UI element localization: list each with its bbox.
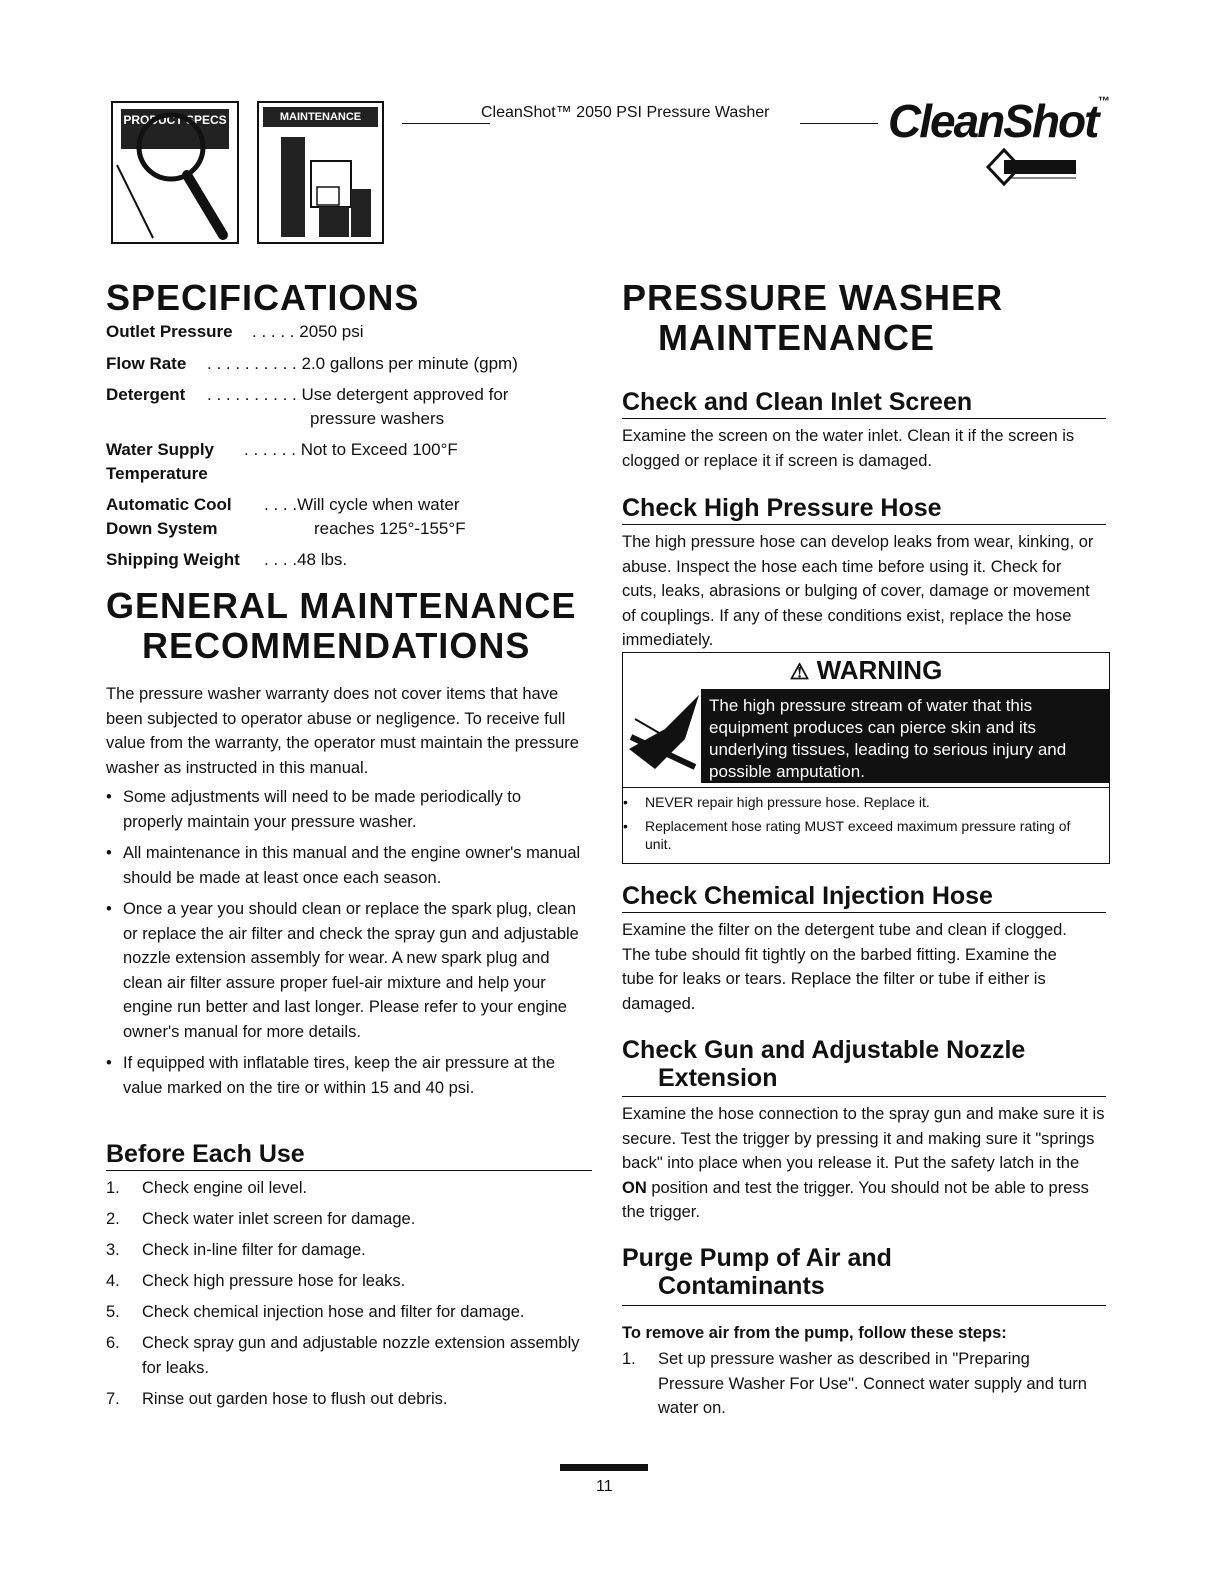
list-item: • Some adjustments will need to be made periodically to properly maintain your pressure washer. (106, 788, 522, 831)
pressure-washer-maintenance-heading: PRESSURE WASHER MAINTENANCE (622, 277, 1004, 358)
gun-nozzle-text: Examine the hose connection to the spray gun and make sure it is secure. Test the trigger by pressing it and making sure it "springs back" into place when you release it. Put the safety latch in the ON position and test the trigger. You should not be able to press the trigger. (622, 1105, 1105, 1221)
gun-nozzle-rule (622, 1096, 1106, 1097)
before-use-rule (106, 1170, 592, 1171)
product-specs-icon (111, 101, 239, 244)
header-rule-right (800, 123, 878, 124)
magnifier-icon (113, 103, 237, 242)
list-item: 3. Check in-line filter for damage. (106, 1241, 366, 1259)
before-use-list (106, 1176, 586, 1418)
warning-triangle-icon: ⚠ (789, 659, 810, 684)
list-item: 4. Check high pressure hose for leaks. (106, 1272, 406, 1290)
general-maintenance-heading: GENERAL MAINTENANCE RECOMMENDATIONS (106, 585, 577, 666)
inlet-screen-heading: Check and Clean Inlet Screen (622, 388, 973, 416)
brand-logo: CleanShot™ (888, 94, 1108, 147)
list-item: • Once a year you should clean or replace the spark plug, clean or replace the air filter and check the spray gun and adjustable nozzle extension assembly for wear. A new spark plug and clean air filter assure proper fuel-air mixture and help your engine run better and last longer. Please refer to your engine owner's manual for more details. (106, 900, 579, 1041)
maintenance-label: MAINTENANCE (263, 107, 378, 127)
warning-box (622, 652, 1110, 864)
list-item: • If equipped with inflatable tires, keep the air pressure at the value marked on the tire or within 15 and 40 psi. (106, 1054, 556, 1097)
gun-nozzle-heading: Check Gun and Adjustable Nozzle Extension (622, 1036, 1026, 1092)
header-title: CleanShot™ 2050 PSI Pressure Washer (481, 104, 770, 121)
inlet-screen-text: Examine the screen on the water inlet. Clean it if the screen is clogged or replace it if screen is damaged. (622, 427, 1075, 470)
purge-pump-heading: Purge Pump of Air and Contaminants (622, 1244, 892, 1300)
purge-steps (622, 1347, 1098, 1427)
high-pressure-hose-text: The high pressure hose can develop leaks from wear, kinking, or abuse. Inspect the hose each time before using it. Check for cuts, leaks, abrasions or bulging of cover, damage or movement of couplings. If any of these conditions exist, replace the hose immediately. (622, 533, 1094, 649)
general-bullets (106, 785, 582, 1107)
wrench-calendar-icon (259, 103, 382, 242)
list-item: • All maintenance in this manual and the engine owner's manual should be made at least once each season. (106, 844, 581, 887)
list-item: 1. Check engine oil level. (106, 1179, 308, 1197)
high-pressure-hose-rule (622, 524, 1106, 525)
warning-message: The high pressure stream of water that this equipment produces can pierce skin and its underlying tissues, leading to serious injury and possible amputation. (701, 689, 1109, 783)
product-specs-label: PRODUCT SPECS (121, 109, 229, 149)
specifications-heading: SPECIFICATIONS (106, 277, 420, 318)
purge-pump-rule (622, 1305, 1106, 1306)
high-pressure-hose-heading: Check High Pressure Hose (622, 494, 942, 522)
header-rule-left (402, 123, 490, 124)
list-item: 7. Rinse out garden hose to flush out debris. (106, 1389, 448, 1408)
footer-bar (560, 1464, 648, 1471)
chemical-hose-heading: Check Chemical Injection Hose (622, 882, 993, 910)
list-item: 5. Check chemical injection hose and filter for damage. (106, 1303, 525, 1321)
before-use-heading: Before Each Use (106, 1140, 305, 1168)
maintenance-icon (257, 101, 384, 244)
hose-spray-hazard-icon (625, 689, 701, 783)
general-intro: The pressure washer warranty does not cover items that have been subjected to operator abuse or negligence. To receive full value from the warranty, the operator must maintain the pressure washer as instructed in this manual. (106, 685, 579, 777)
chemical-hose-rule (622, 912, 1106, 913)
warning-bullets (623, 793, 1093, 859)
list-item: • Replacement hose rating MUST exceed maximum pressure rating of unit. (623, 818, 1071, 852)
list-item: 2. Check water inlet screen for damage. (106, 1210, 416, 1228)
chemical-hose-text: Examine the filter on the detergent tube and clean if clogged. The tube should fit tightly on the barbed fitting. Examine the tube for leaks or tears. Replace the filter or tube if either is damaged. (622, 921, 1067, 1013)
inlet-screen-rule (622, 418, 1106, 419)
list-item: • NEVER repair high pressure hose. Replace it. (623, 794, 930, 810)
list-item: 6. Check spray gun and adjustable nozzle extension assembly for leaks. (106, 1334, 580, 1377)
warning-divider (623, 787, 1109, 788)
list-item: 1. Set up pressure washer as described in "Preparing Pressure Washer For Use". Connect water supply and turn water on. (622, 1350, 1087, 1417)
purge-lead-text: To remove air from the pump, follow these steps: (622, 1324, 1007, 1342)
warning-title: ⚠ WARNING (789, 655, 943, 685)
briggs-stratton-logo (960, 142, 1080, 192)
page-number: 11 (596, 1478, 613, 1495)
